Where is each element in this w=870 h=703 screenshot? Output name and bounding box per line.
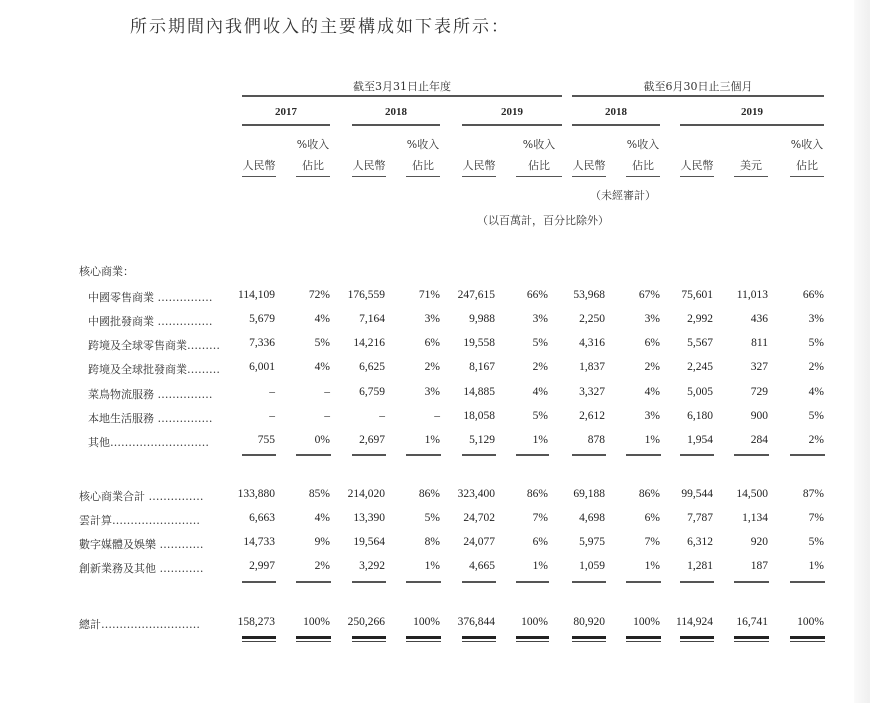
row-label: 其他……………………… bbox=[88, 436, 209, 449]
table-cell: – bbox=[269, 386, 275, 398]
row-label: 跨境及全球零售商業……… bbox=[88, 339, 220, 352]
table-cell: 86% bbox=[638, 488, 660, 500]
table-cell: 75,601 bbox=[681, 289, 713, 301]
table-cell: 1% bbox=[532, 560, 548, 572]
double-underline bbox=[790, 636, 825, 646]
group-header-quarter: 截至6月30日止三個月 bbox=[643, 80, 753, 93]
table-cell: 3% bbox=[424, 386, 440, 398]
year-rule bbox=[242, 124, 330, 126]
subtotal-underline bbox=[242, 581, 276, 583]
table-cell: 99,544 bbox=[681, 488, 713, 500]
table-cell: 6% bbox=[532, 536, 548, 548]
table-cell: 8,167 bbox=[469, 361, 495, 373]
table-cell: 86% bbox=[418, 488, 440, 500]
subtotal-underline bbox=[572, 454, 606, 456]
double-underline bbox=[296, 636, 331, 646]
col-header-pct: %收入 佔比 bbox=[406, 134, 440, 177]
double-underline bbox=[680, 636, 714, 646]
table-cell: 2% bbox=[424, 361, 440, 373]
subtotal-underline bbox=[296, 581, 331, 583]
row-label: 菜鳥物流服務 …………… bbox=[88, 388, 213, 401]
table-cell: 6,759 bbox=[359, 386, 385, 398]
double-underline bbox=[462, 636, 496, 646]
table-cell: 8% bbox=[424, 536, 440, 548]
table-cell: 6,001 bbox=[249, 361, 275, 373]
table-cell: 4% bbox=[808, 386, 824, 398]
table-cell: 5,129 bbox=[469, 434, 495, 446]
table-cell: 3% bbox=[424, 313, 440, 325]
unaudited-note: （未經審計） bbox=[590, 189, 656, 202]
table-cell: 1% bbox=[424, 434, 440, 446]
subtotal-underline bbox=[462, 454, 496, 456]
double-underline bbox=[572, 636, 606, 646]
table-cell: 729 bbox=[750, 386, 768, 398]
table-cell: 2,697 bbox=[359, 434, 385, 446]
table-cell: 5% bbox=[314, 337, 330, 349]
subtotal-underline bbox=[734, 454, 769, 456]
table-cell: 755 bbox=[257, 434, 275, 446]
row-label: 中國零售商業 …………… bbox=[88, 291, 213, 304]
table-cell: 71% bbox=[418, 289, 440, 301]
group-rule-quarter bbox=[572, 95, 824, 97]
subtotal-underline bbox=[406, 581, 441, 583]
table-cell: 13,390 bbox=[353, 512, 385, 524]
year-2018: 2018 bbox=[385, 106, 407, 118]
double-underline bbox=[406, 636, 441, 646]
table-cell: 323,400 bbox=[457, 488, 495, 500]
col-header-rmb: 人民幣 bbox=[680, 134, 714, 177]
table-cell: 3% bbox=[808, 313, 824, 325]
table-cell: 4% bbox=[314, 361, 330, 373]
table-cell: 100% bbox=[521, 616, 548, 628]
table-cell: 18,058 bbox=[463, 410, 495, 422]
col-header-rmb: 人民幣 bbox=[462, 134, 496, 177]
subtotal-underline bbox=[680, 454, 714, 456]
table-cell: 2% bbox=[644, 361, 660, 373]
col-header-rmb: 人民幣 bbox=[352, 134, 386, 177]
col-header-rmb: 人民幣 bbox=[572, 134, 606, 177]
subtotal-underline bbox=[680, 581, 714, 583]
subtotal-underline bbox=[462, 581, 496, 583]
table-cell: 1,281 bbox=[687, 560, 713, 572]
table-cell: 86% bbox=[526, 488, 548, 500]
table-cell: 0% bbox=[314, 434, 330, 446]
subtotal-underline bbox=[352, 581, 386, 583]
subtotal-underline bbox=[352, 454, 386, 456]
table-cell: 5% bbox=[808, 337, 824, 349]
table-cell: 6% bbox=[424, 337, 440, 349]
table-cell: 4,665 bbox=[469, 560, 495, 572]
table-cell: 5% bbox=[532, 337, 548, 349]
subtotal-underline bbox=[626, 581, 661, 583]
table-cell: 100% bbox=[797, 616, 824, 628]
table-cell: 900 bbox=[750, 410, 768, 422]
table-cell: 5% bbox=[532, 410, 548, 422]
table-cell: 5,679 bbox=[249, 313, 275, 325]
table-cell: 19,558 bbox=[463, 337, 495, 349]
table-cell: 284 bbox=[750, 434, 768, 446]
table-cell: 67% bbox=[638, 289, 660, 301]
table-cell: 6,312 bbox=[687, 536, 713, 548]
subtotal-underline bbox=[516, 454, 549, 456]
row-label: 雲計算…………………… bbox=[79, 514, 200, 527]
table-cell: 4,316 bbox=[579, 337, 605, 349]
table-cell: 1% bbox=[808, 560, 824, 572]
group-rule-fiscal bbox=[242, 95, 562, 97]
table-cell: 14,733 bbox=[243, 536, 275, 548]
year-rule bbox=[680, 124, 824, 126]
subtotal-underline bbox=[516, 581, 549, 583]
year-rule bbox=[572, 124, 660, 126]
table-cell: 1% bbox=[644, 434, 660, 446]
row-label: 跨境及全球批發商業……… bbox=[88, 363, 220, 376]
table-cell: 5% bbox=[808, 410, 824, 422]
table-cell: 11,013 bbox=[736, 289, 768, 301]
col-header-pct: %收入 佔比 bbox=[626, 134, 660, 177]
row-label: 核心商業合計 …………… bbox=[79, 490, 204, 503]
subtotal-underline bbox=[790, 581, 825, 583]
table-cell: 2,992 bbox=[687, 313, 713, 325]
table-cell: 4% bbox=[314, 313, 330, 325]
table-cell: 7,336 bbox=[249, 337, 275, 349]
table-cell: 187 bbox=[750, 560, 768, 572]
year-rule bbox=[352, 124, 440, 126]
table-cell: 158,273 bbox=[237, 616, 275, 628]
table-cell: 133,880 bbox=[237, 488, 275, 500]
table-cell: 2,245 bbox=[687, 361, 713, 373]
subtotal-underline bbox=[296, 454, 331, 456]
table-cell: 19,564 bbox=[353, 536, 385, 548]
row-label: 中國批發商業 …………… bbox=[88, 315, 213, 328]
table-cell: 2,612 bbox=[579, 410, 605, 422]
group-header-fiscal-year: 截至3月31日止年度 bbox=[353, 80, 451, 93]
year-2019: 2019 bbox=[501, 106, 523, 118]
table-cell: 66% bbox=[526, 289, 548, 301]
table-cell: 2% bbox=[808, 361, 824, 373]
table-cell: 7% bbox=[532, 512, 548, 524]
year-q-2019: 2019 bbox=[741, 106, 763, 118]
double-underline bbox=[242, 636, 276, 646]
subtotal-underline bbox=[572, 581, 606, 583]
table-cell: 72% bbox=[308, 289, 330, 301]
table-cell: 1% bbox=[644, 560, 660, 572]
table-cell: 24,702 bbox=[463, 512, 495, 524]
table-cell: 327 bbox=[750, 361, 768, 373]
table-cell: 5,005 bbox=[687, 386, 713, 398]
table-cell: 24,077 bbox=[463, 536, 495, 548]
table-cell: 214,020 bbox=[347, 488, 385, 500]
table-cell: 1% bbox=[532, 434, 548, 446]
table-cell: 811 bbox=[751, 337, 768, 349]
table-cell: 6,663 bbox=[249, 512, 275, 524]
table-cell: 14,500 bbox=[736, 488, 768, 500]
table-cell: 4% bbox=[644, 386, 660, 398]
table-cell: 100% bbox=[413, 616, 440, 628]
row-label: 創新業務及其他 ………… bbox=[79, 562, 204, 575]
page-edge-shadow bbox=[854, 0, 870, 703]
table-cell: 3,327 bbox=[579, 386, 605, 398]
table-cell: 1,134 bbox=[742, 512, 768, 524]
table-cell: 2,250 bbox=[579, 313, 605, 325]
table-cell: 5,975 bbox=[579, 536, 605, 548]
year-rule bbox=[462, 124, 562, 126]
table-cell: 16,741 bbox=[736, 616, 768, 628]
table-cell: 6,180 bbox=[687, 410, 713, 422]
table-cell: 4,698 bbox=[579, 512, 605, 524]
subtotal-underline bbox=[242, 454, 276, 456]
table-cell: 6,625 bbox=[359, 361, 385, 373]
table-cell: 4% bbox=[314, 512, 330, 524]
table-cell: 87% bbox=[802, 488, 824, 500]
table-cell: 5% bbox=[424, 512, 440, 524]
table-cell: 69,188 bbox=[573, 488, 605, 500]
table-cell: 114,109 bbox=[238, 289, 275, 301]
table-cell: 80,920 bbox=[573, 616, 605, 628]
table-cell: 1,837 bbox=[579, 361, 605, 373]
table-cell: 3% bbox=[532, 313, 548, 325]
table-cell: 9% bbox=[314, 536, 330, 548]
table-cell: – bbox=[269, 410, 275, 422]
table-cell: 2% bbox=[314, 560, 330, 572]
double-underline bbox=[626, 636, 661, 646]
table-cell: 3% bbox=[644, 313, 660, 325]
table-cell: 53,968 bbox=[573, 289, 605, 301]
row-label-total: 總計……………………… bbox=[79, 618, 200, 631]
table-cell: 1,059 bbox=[579, 560, 605, 572]
table-cell: 2,997 bbox=[249, 560, 275, 572]
col-header-pct: %收入 佔比 bbox=[790, 134, 824, 177]
section-core-commerce: 核心商業： bbox=[79, 265, 134, 278]
table-cell: 7,164 bbox=[359, 313, 385, 325]
double-underline bbox=[516, 636, 549, 646]
table-cell: 6% bbox=[644, 512, 660, 524]
table-cell: – bbox=[324, 386, 330, 398]
subtotal-underline bbox=[734, 581, 769, 583]
table-cell: 66% bbox=[802, 289, 824, 301]
table-cell: 436 bbox=[750, 313, 768, 325]
table-cell: 878 bbox=[587, 434, 605, 446]
table-cell: 85% bbox=[308, 488, 330, 500]
table-cell: 2% bbox=[532, 361, 548, 373]
table-cell: 5% bbox=[808, 536, 824, 548]
unit-note: （以百萬計，百分比除外） bbox=[477, 214, 609, 227]
table-cell: 7% bbox=[808, 512, 824, 524]
table-cell: 250,266 bbox=[347, 616, 385, 628]
table-cell: 247,615 bbox=[457, 289, 495, 301]
table-cell: 376,844 bbox=[457, 616, 495, 628]
table-cell: 2% bbox=[808, 434, 824, 446]
table-cell: 9,988 bbox=[469, 313, 495, 325]
year-q-2018: 2018 bbox=[605, 106, 627, 118]
row-label: 數字媒體及娛樂 ………… bbox=[79, 538, 204, 551]
col-header-pct: %收入 佔比 bbox=[296, 134, 330, 177]
table-cell: 14,216 bbox=[353, 337, 385, 349]
col-header-usd: 美元 bbox=[734, 134, 768, 177]
table-cell: 7,787 bbox=[687, 512, 713, 524]
table-cell: 14,885 bbox=[463, 386, 495, 398]
table-cell: 3% bbox=[644, 410, 660, 422]
col-header-pct: %收入 佔比 bbox=[516, 134, 562, 177]
table-cell: 7% bbox=[644, 536, 660, 548]
table-cell: 920 bbox=[750, 536, 768, 548]
col-header-rmb: 人民幣 bbox=[242, 134, 276, 177]
table-cell: 100% bbox=[633, 616, 660, 628]
table-cell: – bbox=[434, 410, 440, 422]
double-underline bbox=[734, 636, 769, 646]
table-cell: 3,292 bbox=[359, 560, 385, 572]
table-cell: – bbox=[324, 410, 330, 422]
table-cell: 100% bbox=[303, 616, 330, 628]
table-cell: 5,567 bbox=[687, 337, 713, 349]
table-cell: 1,954 bbox=[687, 434, 713, 446]
double-underline bbox=[352, 636, 386, 646]
table-cell: 1% bbox=[424, 560, 440, 572]
table-cell: 4% bbox=[532, 386, 548, 398]
subtotal-underline bbox=[626, 454, 661, 456]
table-cell: 114,924 bbox=[676, 616, 713, 628]
row-label: 本地生活服務 …………… bbox=[88, 412, 213, 425]
table-cell: 176,559 bbox=[347, 289, 385, 301]
year-2017: 2017 bbox=[275, 106, 297, 118]
intro-text: 所示期間內我們收入的主要構成如下表所示： bbox=[130, 17, 510, 37]
table-cell: 6% bbox=[644, 337, 660, 349]
subtotal-underline bbox=[790, 454, 825, 456]
subtotal-underline bbox=[406, 454, 441, 456]
table-cell: – bbox=[379, 410, 385, 422]
